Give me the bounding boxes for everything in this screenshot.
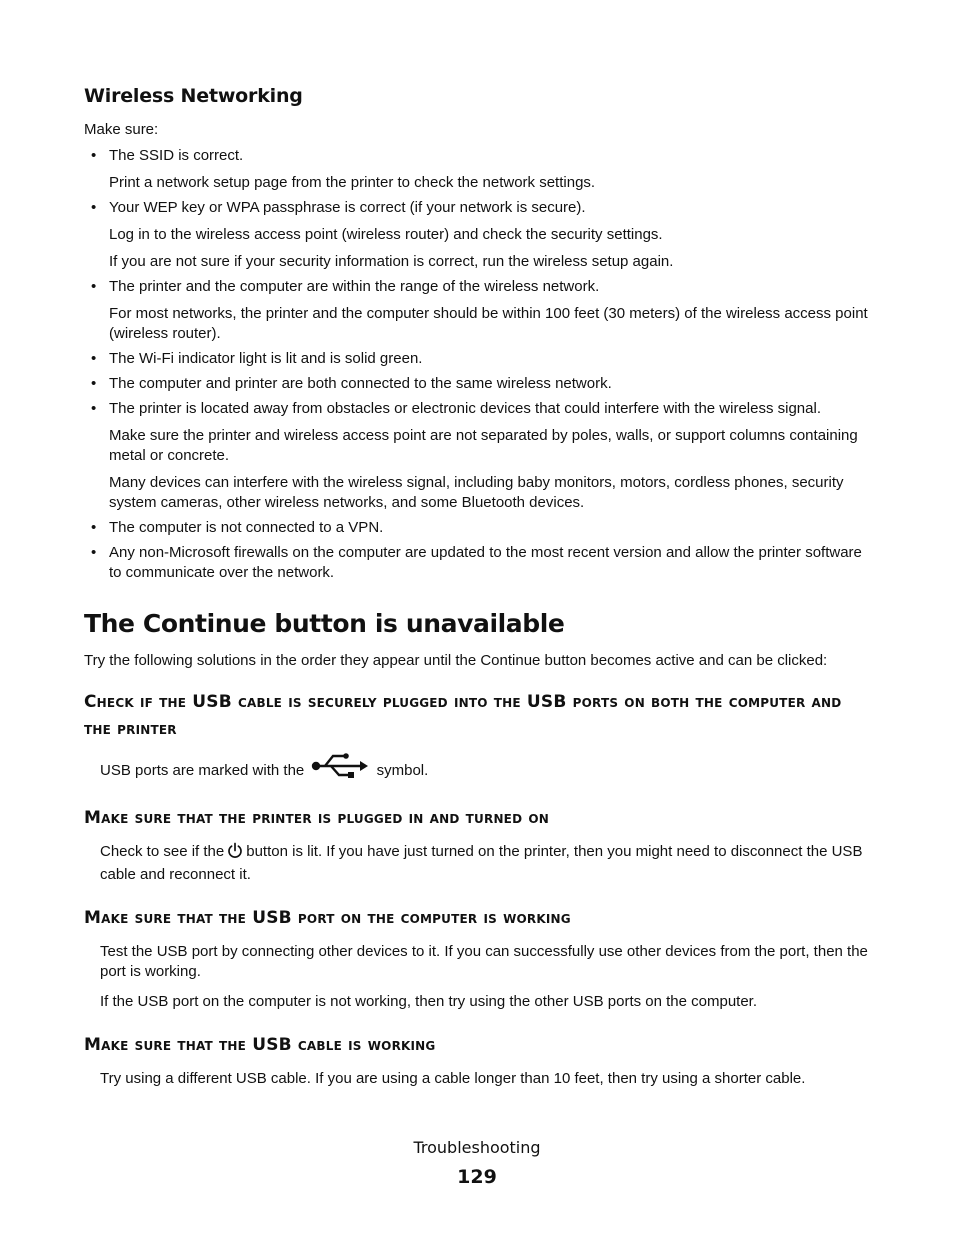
bullet-icon: • — [91, 400, 97, 417]
usb-port-working-heading: Make sure that the USB port on the computer is working — [84, 908, 571, 928]
list-item — [84, 374, 874, 394]
usb-text-before: USB ports are marked with the — [100, 762, 305, 779]
list-item-text: The computer is not connected to a VPN. — [109, 519, 384, 536]
usb-cable-plugged-heading: Check if the USB cable is securely plugged into the USB ports on both the computer and the printer — [84, 692, 842, 739]
list-item — [84, 198, 874, 272]
list-item — [84, 277, 874, 344]
usb-port-other-paragraph: If the USB port on the computer is not working, then try using the other USB ports on the computer. — [100, 993, 758, 1010]
list-item-text: The printer and the computer are within the range of the wireless network. — [109, 278, 600, 295]
list-item-text: The printer is located away from obstacles or electronic devices that could interfere with the wireless signal. — [109, 400, 821, 417]
bullet-icon: • — [91, 350, 97, 367]
wireless-intro: Make sure: — [84, 121, 159, 138]
page-number: 129 — [457, 1166, 497, 1188]
bullet-icon: • — [91, 519, 97, 536]
list-item-detail: For most networks, the printer and the computer should be within 100 feet (30 meters) of the wireless access point (wireless router). — [109, 305, 868, 342]
power-button-paragraph — [84, 842, 874, 885]
list-item-detail: Print a network setup page from the printer to check the network settings. — [109, 174, 596, 191]
continue-intro: Try the following solutions in the order they appear until the Continue button becomes active and can be clicked: — [84, 652, 828, 669]
list-item — [84, 518, 874, 538]
list-item-text: The Wi-Fi indicator light is lit and is solid green. — [109, 350, 423, 367]
continue-unavailable-heading: The Continue button is unavailable — [84, 609, 565, 638]
printer-plugged-heading: Make sure that the printer is plugged in and turned on — [84, 808, 550, 828]
bullet-icon: • — [91, 199, 97, 216]
list-item-text: Any non-Microsoft firewalls on the computer are updated to the most recent version and allow the printer software to communicate over the network. — [109, 544, 862, 581]
list-item-text: Your WEP key or WPA passphrase is correct (if your network is secure). — [109, 199, 586, 216]
list-item — [84, 146, 874, 193]
power-text-before: Check to see if the — [100, 843, 225, 860]
list-item-detail: If you are not sure if your security information is correct, run the wireless setup again. — [109, 253, 674, 270]
list-item-text: The SSID is correct. — [109, 147, 244, 164]
power-button-icon — [227, 842, 243, 865]
page-content — [84, 84, 874, 1089]
power-text-after: button is lit. If you have just turned on the printer, then you might need to disconnect the USB cable and reconnect it. — [100, 843, 863, 883]
bullet-icon: • — [91, 544, 97, 561]
footer-section-label: Troubleshooting — [413, 1138, 541, 1157]
usb-symbol-paragraph — [84, 753, 874, 785]
bullet-icon: • — [91, 375, 97, 392]
list-item — [84, 349, 874, 369]
usb-port-test-paragraph: Test the USB port by connecting other devices to it. If you can successfully use other devices from the port, then the port is working. — [100, 943, 868, 980]
list-item — [84, 543, 874, 583]
bullet-icon: • — [91, 278, 97, 295]
list-item-detail: Many devices can interfere with the wireless signal, including baby monitors, motors, cordless phones, security system cameras, other wireless networks, and some Bluetooth devices. — [109, 474, 844, 511]
list-item — [84, 399, 874, 513]
usb-symbol-icon — [311, 753, 369, 785]
usb-cable-working-heading: Make sure that the USB cable is working — [84, 1035, 436, 1055]
list-item-detail: Log in to the wireless access point (wireless router) and check the security settings. — [109, 226, 663, 243]
usb-cable-paragraph: Try using a different USB cable. If you are using a cable longer than 10 feet, then try using a shorter cable. — [100, 1070, 806, 1087]
wireless-checklist — [84, 146, 874, 583]
usb-text-after: symbol. — [376, 762, 429, 779]
bullet-icon: • — [91, 147, 97, 164]
list-item-detail: Make sure the printer and wireless access point are not separated by poles, walls, or support columns containing metal or concrete. — [109, 427, 858, 464]
wireless-networking-heading: Wireless Networking — [84, 85, 303, 107]
list-item-text: The computer and printer are both connected to the same wireless network. — [109, 375, 612, 392]
